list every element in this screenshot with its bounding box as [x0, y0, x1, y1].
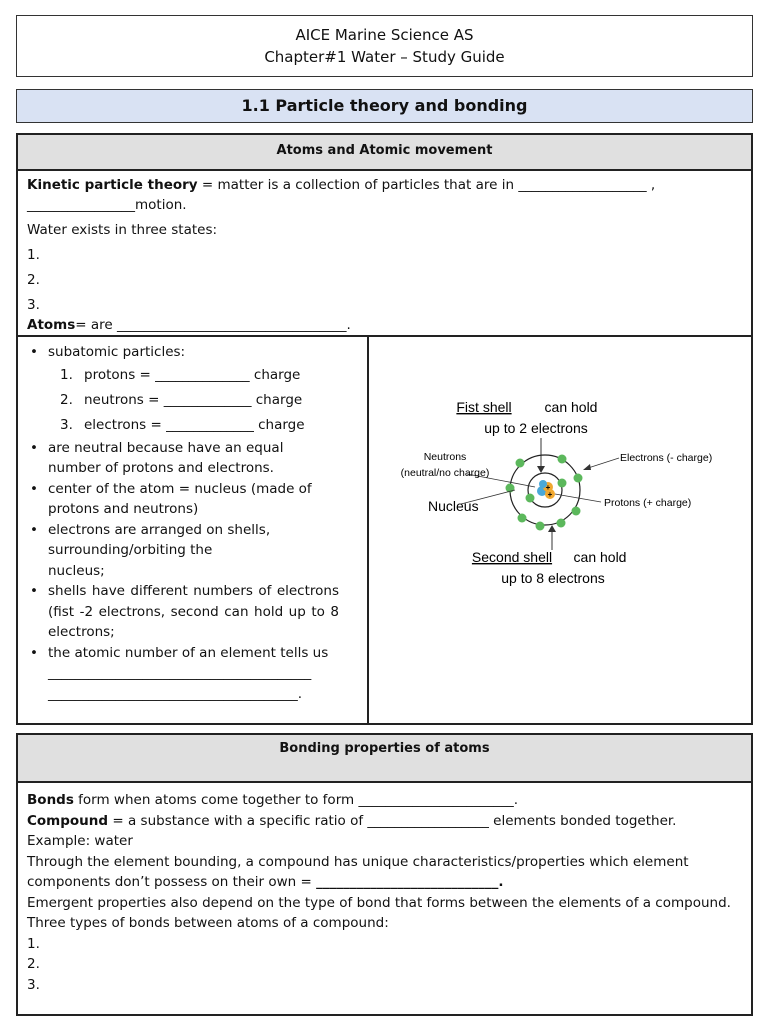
state-2: 2. [27, 272, 40, 288]
kinetic-theory-block [27, 175, 742, 335]
proton-sign: + [547, 490, 553, 499]
second-shell-label-line2: up to 8 electrons [501, 570, 605, 586]
electron [536, 522, 545, 531]
kinetic-definition-cont: ________________motion. [27, 197, 187, 213]
bonding-table [16, 733, 753, 1016]
electrons-item: 3. electrons = _____________ charge [60, 416, 305, 433]
bond-type-2: 2. [27, 956, 40, 972]
first-shell-label-rest: can hold [544, 399, 598, 415]
section-title: 1.1 Particle theory and bonding [16, 89, 753, 123]
second-shell-label-rest: can hold [573, 549, 627, 565]
kinetic-line [27, 175, 742, 195]
example-line: Example: water [27, 833, 133, 849]
proton-sign: + [545, 483, 551, 492]
bonds-term: Bonds [27, 792, 74, 808]
atom-diagram [375, 390, 745, 590]
compound-line [27, 811, 742, 832]
document-title-box [16, 15, 753, 77]
first-shell-label-underlined: Fist shell [456, 399, 512, 415]
atoms-line [27, 315, 742, 335]
nucleus-label: Nucleus [428, 498, 479, 514]
bond-type-3: 3. [27, 976, 40, 993]
protons-item: 1. protons = ______________ charge [60, 366, 301, 383]
compound-term: Compound [27, 812, 109, 829]
states-intro: Water exists in three states: [27, 222, 218, 238]
electron [516, 459, 525, 468]
kinetic-term: Kinetic particle theory [27, 177, 198, 193]
bullet-capacity: • shells have different numbers of electrons (fist -2 electrons, second can hold up to 8 electrons; [27, 581, 339, 643]
course-title: AICE Marine Science AS [295, 26, 474, 44]
neutrons-sublabel: (neutral/no charge) [400, 467, 490, 479]
electron [572, 507, 581, 516]
bonding-table-header: Bonding properties of atoms [18, 735, 751, 783]
atoms-definition: = are __________________________________. [75, 317, 351, 333]
row-divider [18, 335, 751, 337]
bullet-atomic-number: • the atomic number of an element tells us _______________________________________ _____________________________________. [27, 643, 339, 705]
bonds-line [27, 790, 742, 811]
first-shell-arrowhead [537, 466, 545, 473]
state-3: 3. [27, 297, 40, 313]
second-shell-label-underlined: Second shell [471, 549, 553, 565]
bonding-body [27, 790, 742, 995]
electron [574, 474, 583, 483]
electron [526, 494, 535, 503]
state-1: 1. [27, 247, 40, 263]
atoms-table-header: Atoms and Atomic movement [18, 135, 751, 171]
chapter-title: Chapter#1 Water – Study Guide [264, 48, 505, 66]
nucleus [537, 480, 555, 499]
subatomic-notes [27, 342, 339, 704]
electron [558, 479, 567, 488]
emergent-line: Emergent properties also depend on the type of bond that forms between the elements of a compound. [27, 894, 731, 911]
bullet-neutral: • are neutral because have an equal number of protons and electrons. [27, 438, 339, 479]
bonds-definition: form when atoms come together to form _______________________. [73, 792, 518, 808]
neutrons-label: Neutrons [423, 451, 467, 463]
electron [518, 514, 527, 523]
first-shell-label-line2: up to 2 electrons [484, 420, 588, 436]
neutrons-item: 2. neutrons = _____________ charge [60, 391, 303, 408]
electrons-label: Electrons (- charge) [620, 452, 713, 464]
bond-type-1: 1. [27, 935, 40, 952]
protons-label: Protons (+ charge) [604, 497, 692, 509]
compound-definition: = a substance with a specific ratio of __________________ elements bonded together. [108, 812, 677, 829]
through-blank: ___________________________. [316, 874, 504, 890]
bullet-center: • center of the atom = nucleus (made of protons and neutrons) [27, 479, 339, 520]
three-types-line: Three types of bonds between atoms of a compound: [27, 915, 389, 931]
bullet-subatomic: • subatomic particles: [27, 342, 339, 363]
column-divider [367, 335, 369, 723]
second-shell-arrowhead [548, 525, 556, 532]
kinetic-definition: = matter is a collection of particles that are in ___________________ , [197, 177, 656, 193]
electrons-arrowhead [583, 464, 591, 470]
bullet-shells: • electrons are arranged on shells, surrounding/orbiting the nucleus; [27, 520, 339, 582]
atoms-term: Atoms [27, 317, 76, 333]
electron [558, 455, 567, 464]
electron [557, 519, 566, 528]
through-line: Through the element bounding, a compound has unique characteristics/properties which element components don’t possess on their own = ___________________________. [27, 853, 689, 890]
